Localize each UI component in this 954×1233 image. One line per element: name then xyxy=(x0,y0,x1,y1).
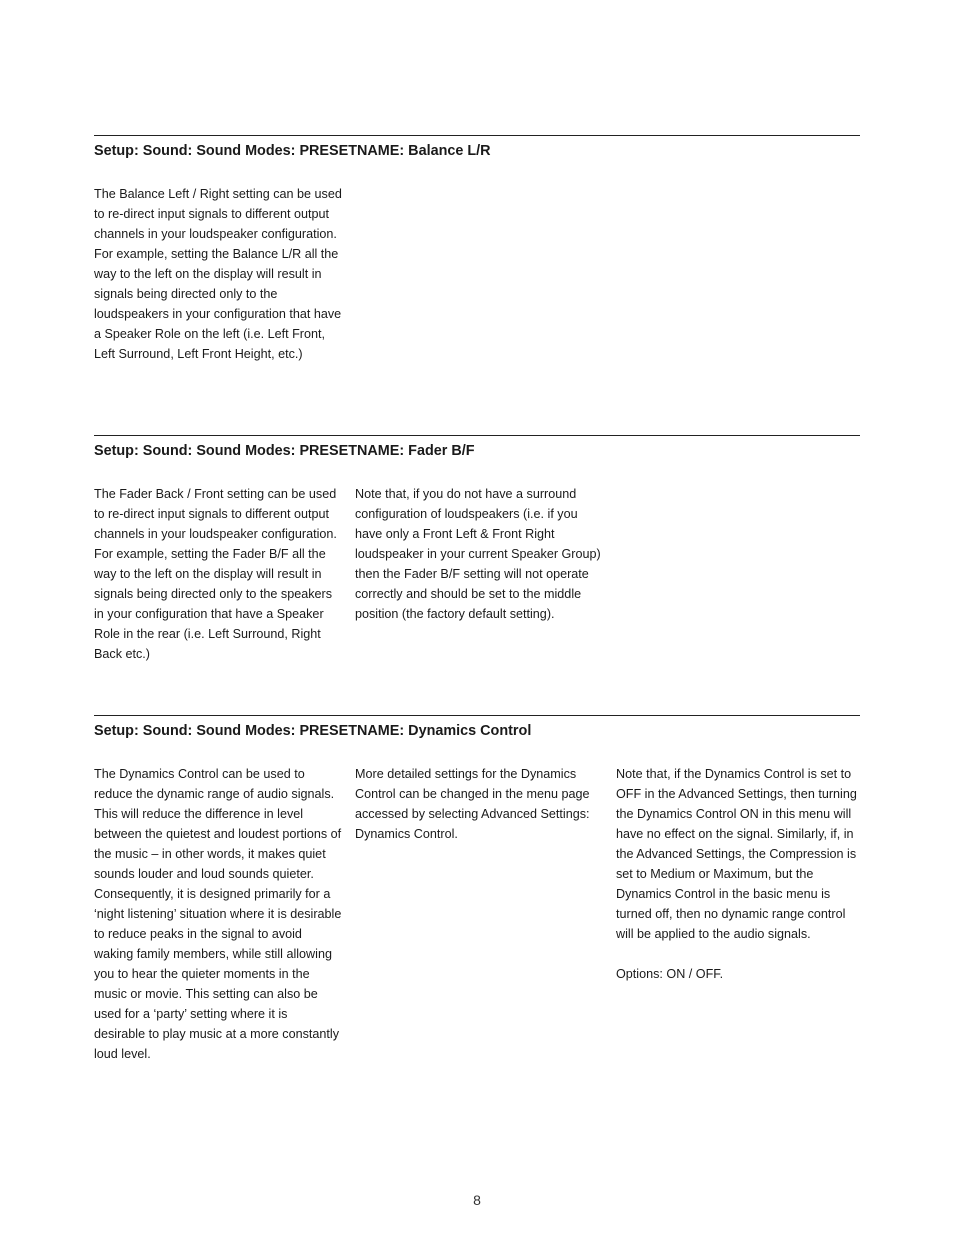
section-heading: Setup: Sound: Sound Modes: PRESETNAME: Fader B/F xyxy=(94,443,475,459)
section-divider xyxy=(94,715,860,716)
body-paragraph: Note that, if you do not have a surround configuration of loudspeakers (i.e. if you have only a Front Left & Front Right loudspeaker in your current Speaker Group) then the Fader B/F setting will not operate correctly and should be set to the middle position (the factory default setting). xyxy=(355,487,601,621)
section-heading: Setup: Sound: Sound Modes: PRESETNAME: Dynamics Control xyxy=(94,723,532,739)
section-divider xyxy=(94,435,860,436)
body-paragraph: More detailed settings for the Dynamics Control can be changed in the menu page accessed by selecting Advanced Settings: Dynamics Control. xyxy=(355,767,590,841)
section-balance xyxy=(94,135,860,361)
body-paragraph: The Fader Back / Front setting can be used to re-direct input signals to different output channels in your loudspeaker configuration. For example, setting the Fader B/F all the way to the left on the display will result in signals being directed only to the speakers in your configuration that have a Speaker Role in the rear (i.e. Left Surround, Right Back etc.) xyxy=(94,487,337,661)
section-heading: Setup: Sound: Sound Modes: PRESETNAME: Balance L/R xyxy=(94,143,491,159)
section-fader xyxy=(94,435,860,661)
body-paragraph: Note that, if the Dynamics Control is set to OFF in the Advanced Settings, then turning the Dynamics Control ON in this menu will have no effect on the signal. Similarly, if, in the Advanced Settings, the Compression is set to Medium or Maximum, but the Dynamics Control in the basic menu is turned off, then no dynamic range control will be applied to the audio signals. xyxy=(616,767,857,941)
body-paragraph: The Dynamics Control can be used to reduce the dynamic range of audio signals. This will reduce the difference in level between the quietest and loudest portions of the music – in other words, it makes quiet sounds louder and loud sounds quieter. Consequently, it is designed primarily for a ‘night listening’ situation where it is desirable to reduce peaks in the signal to avoid waking family members, while still allowing you to hear the quieter moments in the music or movie. This setting can also be used for a ‘party’ setting where it is desirable to play music at a more constantly loud level. xyxy=(94,767,342,1061)
section-divider xyxy=(94,135,860,136)
options-text: Options: ON / OFF. xyxy=(616,967,724,981)
body-paragraph: The Balance Left / Right setting can be used to re-direct input signals to different output channels in your loudspeaker configuration. For example, setting the Balance L/R all the way to the left on the display will result in signals being directed only to the loudspeakers in your configuration that have a Speaker Role on the left (i.e. Left Front, Left Surround, Left Front Height, etc.) xyxy=(94,187,342,361)
section-dynamics-control xyxy=(94,715,860,1061)
page-number: 8 xyxy=(473,1192,481,1208)
body-column xyxy=(616,764,866,984)
